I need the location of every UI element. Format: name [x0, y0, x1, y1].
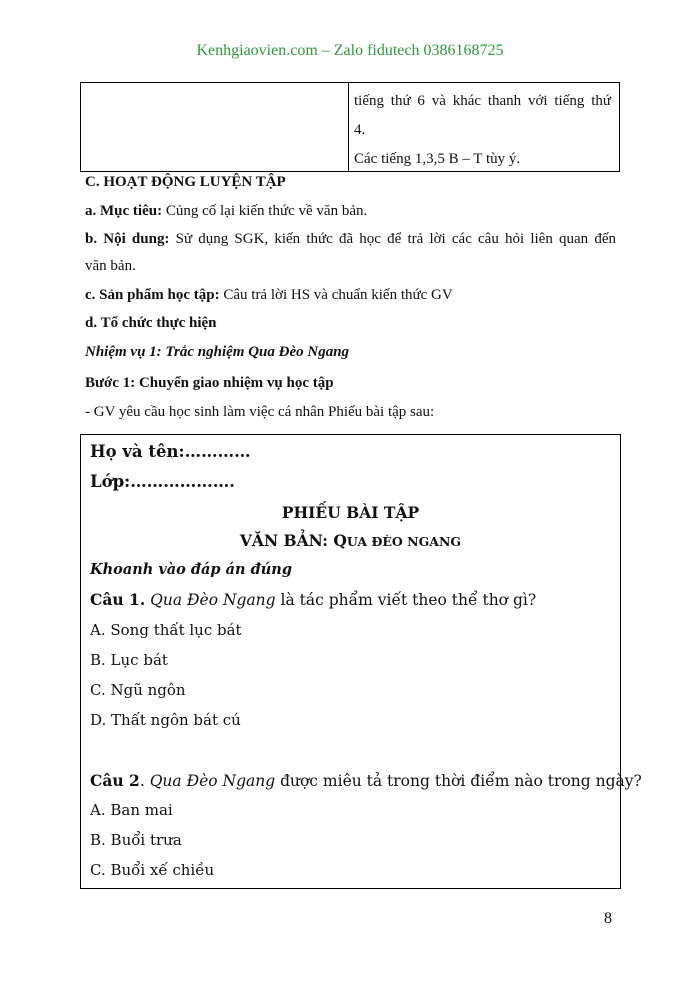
student-name-field: Họ và tên:…………	[90, 442, 251, 461]
table-line-1: tiếng thứ 6 và khác thanh với tiếng thứ	[354, 93, 611, 109]
question-1	[90, 590, 536, 609]
worksheet-instruction: Khoanh vào đáp án đúng	[90, 561, 292, 578]
worksheet-box	[80, 434, 642, 889]
subtitle-rest: UA ĐÈO NGANG	[346, 534, 462, 549]
section-heading: C. HOẠT ĐỘNG LUYỆN TẬP	[85, 174, 286, 190]
class-field: Lớp:……………….	[90, 472, 235, 491]
q1-title: Qua Đèo Ngang	[145, 591, 276, 609]
worksheet-subtitle	[81, 531, 620, 550]
muc-tieu	[85, 203, 616, 220]
q2-dot: .	[139, 772, 145, 790]
gv-instruction: - GV yêu cầu học sinh làm việc cá nhân Phiếu bài tập sau:	[85, 404, 435, 420]
subtitle-prefix: VĂN BẢN:	[239, 531, 334, 550]
san-pham-text: Câu trả lời HS và chuẩn kiến thức GV	[219, 287, 453, 303]
q2-title: Qua Đèo Ngang	[144, 772, 276, 790]
subtitle-q: Q	[333, 531, 347, 550]
header-site: Kenhgiaovien.com	[196, 42, 318, 59]
worksheet-title: PHIẾU BÀI TẬP	[281, 503, 420, 522]
q1-label: Câu 1.	[90, 590, 146, 609]
to-chuc-heading: d. Tổ chức thực hiện	[85, 315, 217, 331]
q2-option-b: B. Buổi trưa	[90, 831, 182, 849]
q2-option-c: C. Buổi xế chiều	[90, 861, 215, 879]
noi-dung	[85, 231, 616, 248]
table-cell-empty	[81, 83, 349, 171]
buoc-1-heading: Bước 1: Chuyển giao nhiệm vụ học tập	[85, 375, 334, 391]
noi-dung-text-1: Sử dụng SGK, kiến thức đã học để trả lời các câu hỏi liên quan đến	[169, 231, 616, 247]
q1-text: là tác phẩm viết theo thể thơ gì?	[275, 591, 537, 609]
question-2	[90, 771, 642, 790]
q1-option-c: C. Ngũ ngôn	[90, 681, 186, 699]
page-header	[0, 42, 700, 60]
q1-option-a: A. Song thất lục bát	[90, 621, 242, 639]
nhiem-vu-heading: Nhiệm vụ 1: Trắc nghiệm Qua Đèo Ngang	[85, 344, 350, 360]
q1-option-d: D. Thất ngôn bát cú	[90, 711, 241, 729]
san-pham	[85, 287, 616, 304]
muc-tieu-text: Củng cố lại kiến thức về văn bản.	[162, 203, 368, 219]
q2-option-a: A. Ban mai	[90, 801, 173, 819]
header-separator: –	[317, 42, 334, 59]
q1-option-b: B. Lục bát	[90, 651, 168, 669]
page-number: 8	[604, 910, 612, 927]
table-line-2: 4.	[354, 122, 366, 138]
muc-tieu-label: a. Mục tiêu:	[85, 203, 163, 219]
san-pham-label: c. Sản phẩm học tập:	[85, 287, 220, 303]
table-cell-content	[349, 83, 619, 171]
noi-dung-label: b. Nội dung:	[85, 231, 170, 247]
table-line-3: Các tiếng 1,3,5 B – T tùy ý.	[354, 151, 521, 167]
continued-table	[80, 82, 620, 172]
q2-label: Câu 2	[90, 771, 140, 790]
q2-text: được miêu tả trong thời điểm nào trong ngày?	[275, 772, 642, 790]
header-zalo: Zalo fidutech 0386168725	[333, 42, 504, 59]
noi-dung-cont: văn bản.	[85, 258, 136, 274]
